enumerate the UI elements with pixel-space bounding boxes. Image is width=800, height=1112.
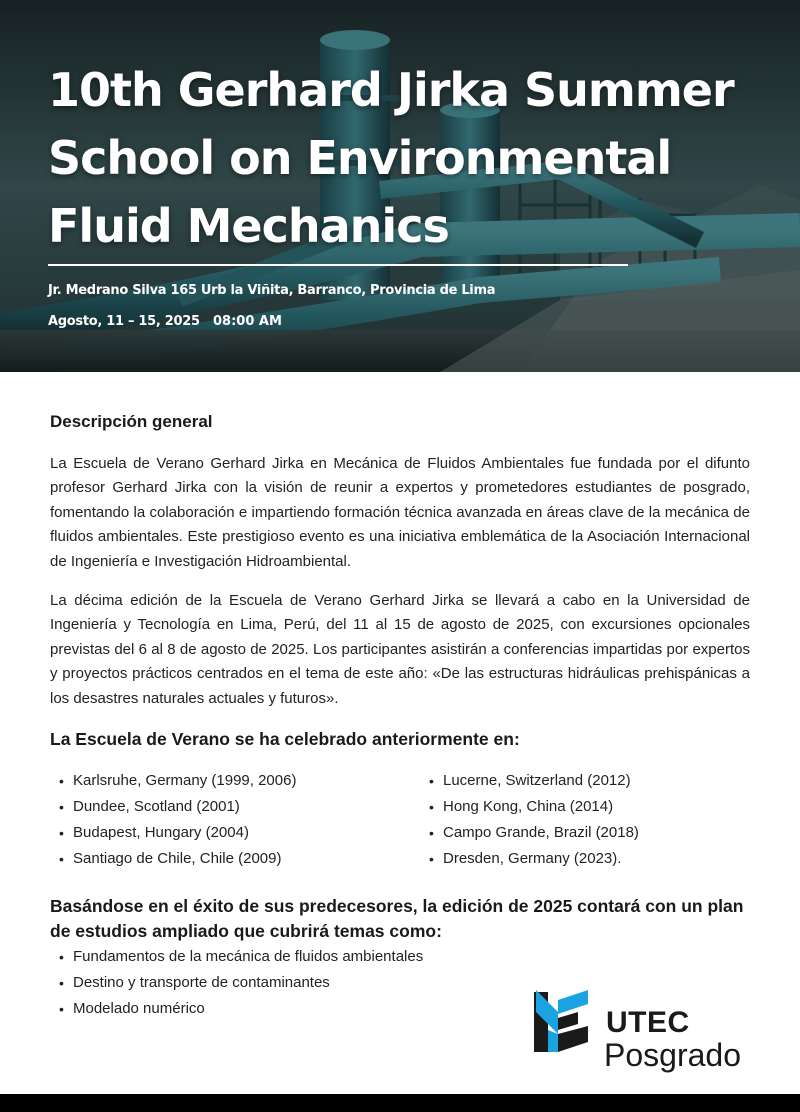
title-line-1: 10th Gerhard Jirka Summer — [48, 63, 734, 117]
previous-editions-heading: La Escuela de Verano se ha celebrado anteriormente en: — [50, 729, 520, 750]
list-item: • Campo Grande, Brazil (2018) — [420, 820, 750, 846]
title-line-3: Fluid Mechanics — [48, 199, 449, 253]
curriculum-heading: Basándose en el éxito de sus predecesores, la edición de 2025 contará con un plan de estudios ampliado que cubrirá temas como: — [50, 896, 744, 942]
main-content — [50, 412, 750, 1022]
overview-paragraph-2: La décima edición de la Escuela de Verano Gerhard Jirka se llevará a cabo en la Universidad de Ingeniería y Tecnología en Lima, Perú, del 11 al 15 de agosto de 2025, con excursiones opcionales previstas del 6 al 8 de agosto de 2025. Los participantes asistirán a conferencias impartidas por expertos y proyectos prácticos centrados en el tema de este año: «De las estructuras hidráulicas prehispánicas a los desastres naturales actuales y futuros». — [50, 592, 750, 707]
list-item: • Dresden, Germany (2023). — [420, 846, 750, 872]
event-date: Agosto, 11 – 15, 2025 — [48, 314, 200, 329]
overview-paragraph-1: La Escuela de Verano Gerhard Jirka en Mecánica de Fluidos Ambientales fue fundada por el difunto profesor Gerhard Jirka con la visión de reunir a expertos y prometedores estudiantes de posgrado, fomentando la colaboración e impartiendo formación técnica avanzada en áreas clave de la mecánica de fluidos ambientales. Este prestigioso evento es una iniciativa emblemática de la Asociación Internacional de Ingeniería e Investigación Hidroambiental. — [50, 455, 750, 570]
logo-brand-text: UTEC — [606, 1006, 690, 1039]
list-item: • Dundee, Scotland (2001) — [50, 794, 420, 820]
event-time: 08:00 AM — [213, 314, 282, 329]
event-title — [48, 56, 748, 260]
hero-banner — [0, 0, 800, 372]
list-item: • Budapest, Hungary (2004) — [50, 820, 420, 846]
footer-bar — [0, 1094, 800, 1112]
list-item: • Santiago de Chile, Chile (2009) — [50, 846, 420, 872]
overview-heading: Descripción general — [50, 412, 213, 431]
title-line-2: School on Environmental — [48, 131, 672, 185]
logo-sub-text: Posgrado — [604, 1037, 741, 1073]
list-item: • Fundamentos de la mecánica de fluidos ambientales — [50, 944, 750, 970]
utec-logo-icon — [534, 990, 588, 1054]
event-address: Jr. Medrano Silva 165 Urb la Viñita, Barranco, Provincia de Lima — [48, 283, 496, 298]
list-item: • Modelado numérico — [50, 996, 750, 1022]
previous-editions-list — [50, 768, 750, 872]
list-item: • Lucerne, Switzerland (2012) — [420, 768, 750, 794]
list-item: • Karlsruhe, Germany (1999, 2006) — [50, 768, 420, 794]
utec-posgrado-logo — [534, 990, 764, 1076]
list-item: • Hong Kong, China (2014) — [420, 794, 750, 820]
list-item: • Destino y transporte de contaminantes — [50, 970, 750, 996]
title-divider — [48, 264, 628, 266]
